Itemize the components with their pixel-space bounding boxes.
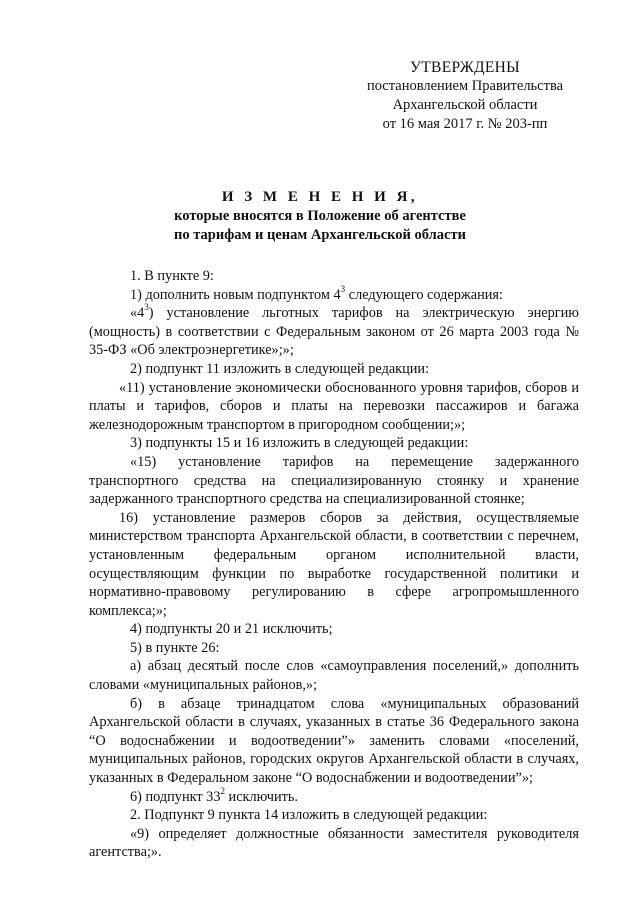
paragraph-2-text-end: следующего содержания:: [345, 286, 503, 303]
paragraph-2-text: 1) дополнить новым подпунктом 4: [130, 286, 341, 303]
paragraph-3-text-end: ) установление льготных тарифов на электрическую энергию (мощность) в соответствии с Федеральным законом от 26 марта 2003 года № 35-ФЗ «Об электроэнергетике»;»;: [89, 305, 579, 359]
title-line-2: которые вносятся в Положение об агентстве: [174, 208, 466, 224]
paragraph-10: 5) в пункте 26:: [130, 639, 220, 656]
paragraph-2: [89, 283, 579, 305]
superscript: 3: [340, 283, 346, 294]
paragraph-3-text: «4: [130, 305, 145, 322]
paragraph-13-text-end: исключить.: [224, 788, 298, 805]
paragraph-9: 4) подпункты 20 и 21 исключить;: [130, 621, 333, 638]
paragraph-13-text: 6) подпункт 33: [130, 788, 221, 805]
title-line-1: И З М Е Н Е Н И Я,: [221, 189, 419, 205]
superscript: 3: [144, 302, 149, 313]
document-body: [89, 267, 579, 862]
paragraph-14: 2. Подпункт 9 пункта 14 изложить в следующей редакции:: [130, 807, 488, 824]
approval-heading: УТВЕРЖДЕНЫ: [410, 59, 520, 76]
paragraph-7: «15) установление тарифов на перемещение задержанного транспортного средства на специализированную стоянку и хранение задержанного транспортного средства на специализированной стоянке;: [89, 453, 579, 508]
paragraph-15: «9) определяет должностные обязанности заместителя руководителя агентства;».: [89, 825, 579, 861]
approval-line-2: Архангельской области: [392, 97, 538, 113]
superscript: 2: [220, 785, 225, 796]
paragraph-6: 3) подпункты 15 и 16 изложить в следующей редакции:: [130, 435, 469, 452]
paragraph-4: 2) подпункт 11 изложить в следующей редакции:: [130, 360, 430, 377]
approval-line-1: постановлением Правительства: [366, 78, 564, 94]
title-line-3: по тарифам и ценам Архангельской области: [174, 227, 466, 243]
approval-stamp: [350, 58, 580, 134]
document-title: [90, 188, 550, 245]
paragraph-12: б) в абзаце тринадцатом слова «муниципальных образований Архангельской области в случаях, указанных в статье 36 Федерального закона “О водоснабжении и водоотведении”» заменить словами «поселений, муниципальных районов, городских округов Архангельской области в случаях, указанных в Федеральном законе “О водоснабжении и водоотведении”»;: [89, 695, 579, 787]
paragraph-5: «11) установление экономически обоснованного уровня тарифов, сборов и платы и тарифов, сборов и платы на перевозки пассажиров и багажа железнодорожным транспортом в пригородном сообщении;»;: [89, 379, 579, 433]
paragraph-8: 16) установление размеров сборов за действия, осуществляемые министерством транспорта Архангельской области, в соответствии с перечнем, установленным федеральным органом исполнительной власти, осуществляющим функции по выработке государственной политики и нормативно-правовому регулированию в сфере агропромышленного комплекса;»;: [89, 509, 579, 619]
approval-line-3: от 16 мая 2017 г. № 203-пп: [382, 116, 548, 132]
paragraph-3: [89, 304, 579, 360]
paragraph-1: 1. В пункте 9:: [130, 268, 214, 284]
paragraph-11: а) абзац десятый после слов «самоуправления поселений,» дополнить словами «муниципальных районов,»;: [89, 658, 579, 694]
paragraph-13: [89, 785, 579, 807]
